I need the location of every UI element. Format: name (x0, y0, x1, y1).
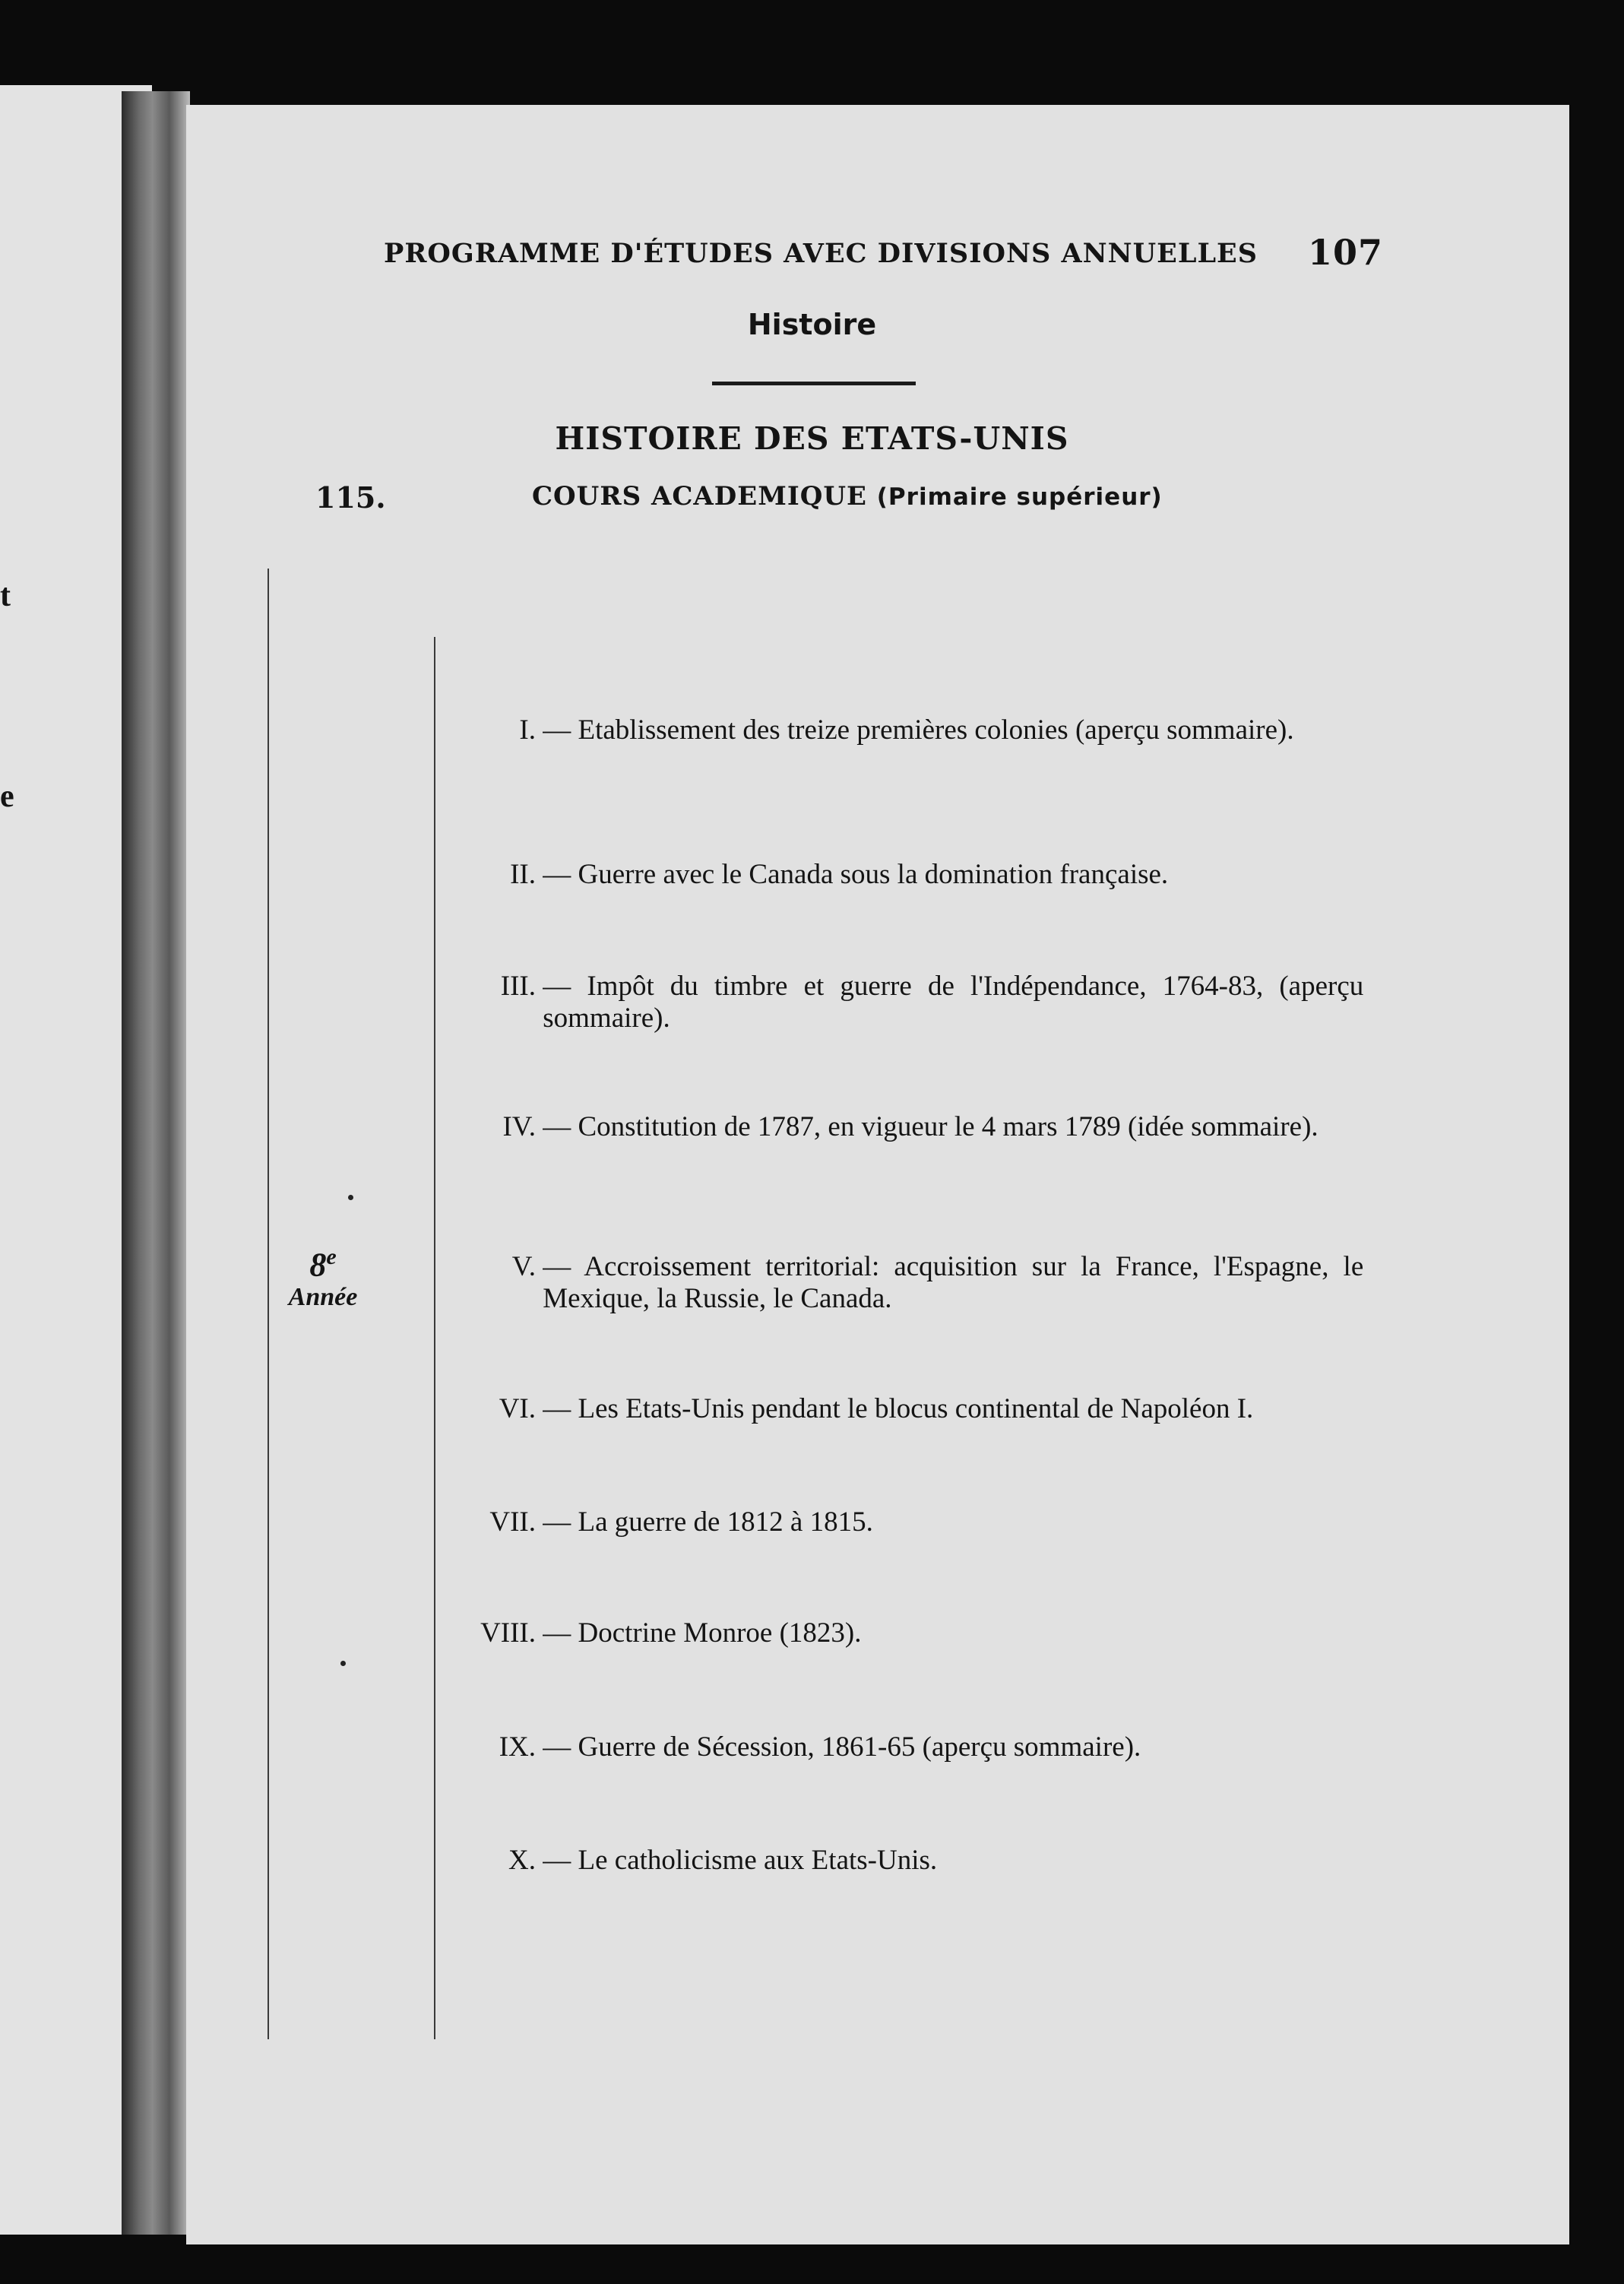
item-text: — Doctrine Monroe (1823). (543, 1617, 862, 1649)
item-numeral: VIII. (480, 1617, 536, 1649)
list-item (437, 1393, 1375, 1425)
course-name: COURS ACADEMIQUE (532, 481, 867, 512)
margin-line-right (434, 637, 435, 2039)
item-numeral: II. (510, 859, 536, 890)
item-numeral: III. (500, 971, 536, 1002)
item-text: — Les Etats-Unis pendant le blocus continental de Napoléon I. (543, 1393, 1254, 1424)
list-item (437, 971, 1375, 1034)
item-numeral: I. (519, 714, 536, 746)
list-item (437, 1111, 1375, 1143)
item-numeral: VI. (499, 1393, 536, 1424)
print-speck (348, 1195, 353, 1200)
list-item (437, 859, 1375, 891)
item-text: — Accroissement territorial: acquisition sur la France, l'Espagne, le Mexique, la Russie, le Canada. (543, 1251, 1364, 1314)
print-speck (340, 1661, 346, 1666)
running-header (384, 232, 1383, 277)
item-numeral: X. (508, 1845, 536, 1876)
item-numeral: IV. (502, 1111, 536, 1142)
course-heading (532, 481, 1163, 512)
item-numeral: IX. (499, 1731, 536, 1763)
page-number: 107 (1307, 232, 1383, 273)
item-text: — Guerre de Sécession, 1861-65 (aperçu sommaire). (543, 1731, 1141, 1763)
margin-line-left (268, 569, 269, 2039)
course-number: 115. (315, 480, 386, 515)
document-title: HISTOIRE DES ETATS-UNIS (555, 420, 1069, 457)
list-item (437, 1731, 1375, 1763)
list-item (437, 1251, 1375, 1315)
item-numeral: V. (511, 1251, 536, 1282)
item-text: — Guerre avec le Canada sous la domination française. (543, 859, 1169, 890)
section-heading: Histoire (747, 308, 877, 341)
item-text: — Constitution de 1787, en vigueur le 4 mars 1789 (idée sommaire). (543, 1111, 1319, 1142)
year-word: Année (288, 1282, 358, 1311)
list-item (437, 714, 1375, 746)
course-level: (Primaire supérieur) (876, 483, 1163, 511)
item-text: — Le catholicisme aux Etats-Unis. (543, 1845, 938, 1876)
list-item (437, 1506, 1375, 1538)
item-text: — Impôt du timbre et guerre de l'Indépendance, 1764-83, (aperçu sommaire). (543, 971, 1364, 1034)
book-gutter (122, 91, 190, 2235)
left-page-fragment: t (0, 578, 11, 613)
list-item (437, 1845, 1375, 1877)
left-page-fragment: e (0, 779, 14, 814)
running-title: PROGRAMME D'ÉTUDES AVEC DIVISIONS ANNUELLES (384, 238, 1258, 269)
item-text: — La guerre de 1812 à 1815. (543, 1506, 873, 1538)
year-ordinal: 8e (309, 1244, 337, 1284)
year-label (274, 1240, 372, 1313)
item-numeral: VII. (489, 1506, 536, 1538)
item-text: — Etablissement des treize premières colonies (aperçu sommaire). (543, 714, 1294, 746)
divider-rule (712, 382, 916, 385)
list-item (437, 1617, 1375, 1649)
